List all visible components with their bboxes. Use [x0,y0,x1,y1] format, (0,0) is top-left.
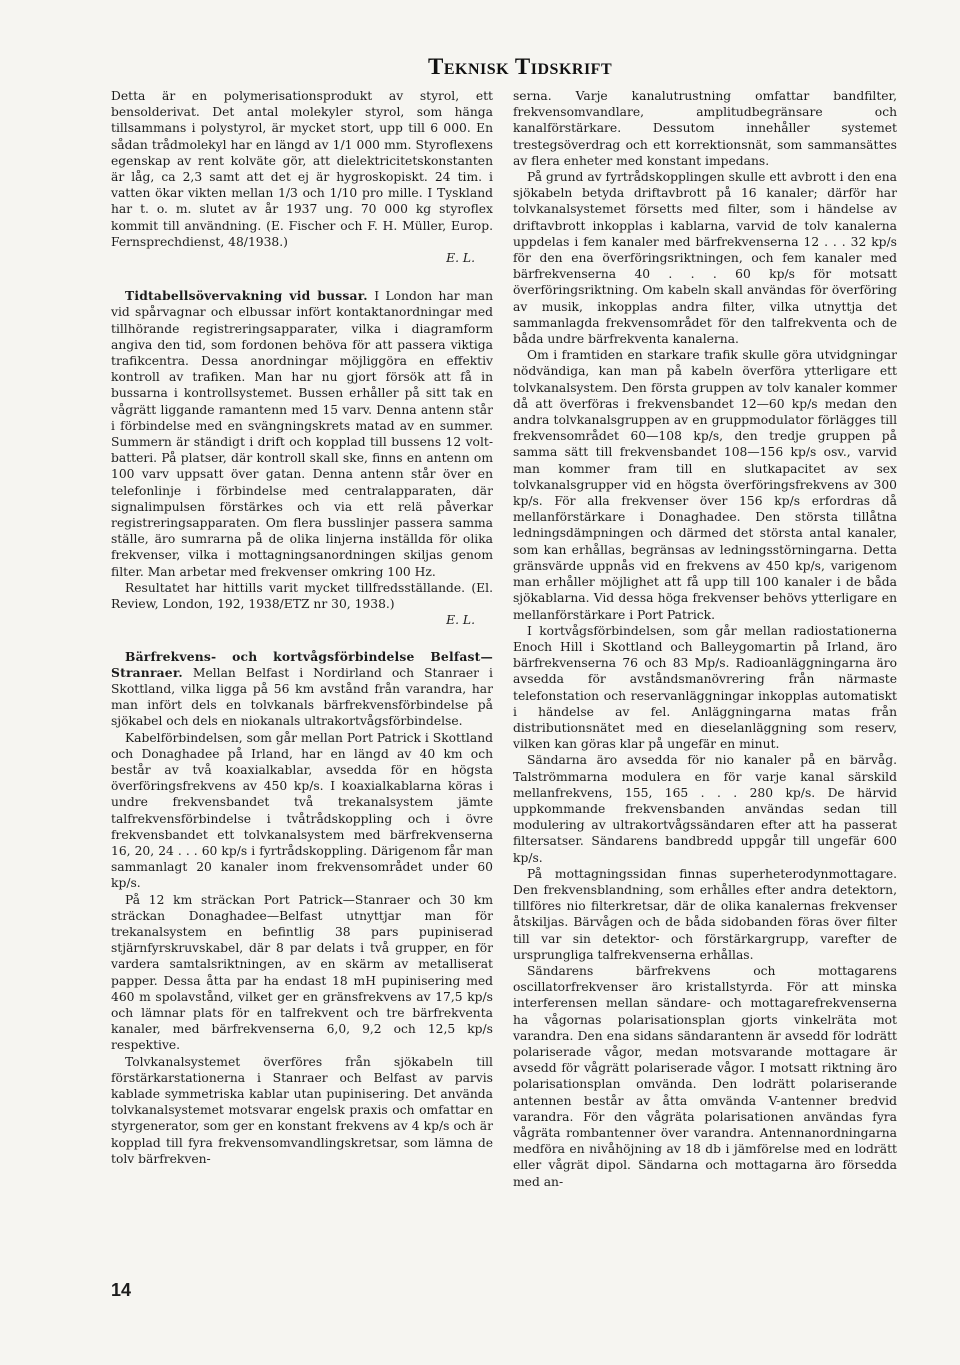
page-number: 14 [111,1280,132,1300]
right-paragraph-2: På grund av fyrtrådskopplingen skulle ett avbrott i den ena sjökabeln betyda driftavbrott på 16 kanaler; därför har tolvkanalsystemet försetts med filter, som i händelse av driftavbrott inkopplas i kablarna, varvid de tolv kanalerna uppdelas i fem kanaler med bärfrekvenserna 12 . . . 32 kp/s för den ena överföringsriktningen, och fem kanaler med bärfrekvenserna 40 . . . 60 kp/s för motsatt överföringsriktning. Om kabeln skall användas för överföring av musik, inkopplas andra filter, vilka utnyttja det sammanlagda frekvensområdet för den talfrekventa och de båda undre bärfrekventa kanalerna. [513,170,897,347]
right-paragraph-6: På mottagningssidan finnas superheterodynmottagare. Den frekvensblandning, som erhålles efter andra detektorn, tillföres nio filterkretsar, där de olika kanalernas frekvenser åtskiljas. Bärvågen och de båda sidobanden föras över filter till var sin detektor- och förstärkargrupp, varefter de ursprungliga talfrekvenserna erhållas. [513,866,897,962]
article-belfast-paragraph-4: Tolvkanalsystemet överföres från sjökabeln till förstärkarstationerna i Stanraer och Belfast av parvis kablade symmetriska kablar utan pupinisering. Det använda tolvkanalsystemet motsvarar engelsk praxis och omfattar en styrgenerator, som ger en konstant frekvens av 4 kp/s och är kopplad till fyra frekvensomvandlingskretsar, som lämna de tolv bärfrekven- [111,1054,493,1166]
right-paragraph-4: I kortvågsförbindelsen, som går mellan radiostationerna Enoch Hill i Skottland och Balleygomartin på Irland, äro bärfrekvenserna 76 och 83 Mp/s. Radioanläggningarna äro avsedda för avståndsmanövrering från närmaste telefonstation och reservanläggningar inkopplas automatiskt i händelse av fel. Anläggningarna matas från distributionsnätet med en dieselanläggning som reserv, vilken kan göras klar på ungefär en minut. [513,623,897,752]
right-paragraph-3: Om i framtiden en starkare trafik skulle göra utvidgningar nödvändiga, kan man på kabeln överföra ytterligare ett tolvkanalsystem. Den första gruppen av tolv kanaler kommer då att överföras i frekvensbandet 12—60 kp/s medan den andra tolvkanalsgruppen av en gruppmodulator förlägges till frekvensområdet 60—108 kp/s, den tredje gruppen på samma sätt till frekvensbandet 108—156 kp/s osv., varvid man kommer fram till en slutkapacitet av sex tolvkanalsgrupper vid en högsta överföringsfrekvens av 300 kp/s. För alla frekvenser över 156 kp/s erfordras då mellanförstärkare i Donaghadee. Den största tillåtna ledningsdämpningen och därmed det största antal kanaler, som kan erhållas, begränsas av ledningsstörningarna. Detta gränsvärde uppnås vid en frekvens av 450 kp/s, varigenom man erhåller möjlighet att få upp till 100 kanaler i de båda sjökablarna. Vid dessa höga frekvenser behövs ytterligare en mellanförstärkare i Port Patrick. [513,348,897,622]
article-bus-result: Resultatet har hittills varit mycket tillfredsställande. (El. Review, London, 192, 1938/ETZ nr 30, 1938.) [111,580,493,612]
article-belfast-heading: Bärfrekvens- och kortvågsförbindelse Belfast—Stranraer. [111,648,493,680]
article-belfast-paragraph-2: Kabelförbindelsen, som går mellan Port Patrick i Skottland och Donaghadee på Irland, har en längd av 40 km och består av två koaxialkablar, avsedda för en högsta överföringsfrekvens av 450 kp/s. I koaxialkablarna köras i undre frekvensbandet två trekanalsystem jämte talfrekvensförbindelse i tvåtrådskoppling och i övre frekvensbandet ett tolvkanalsystem med bärfrekvenserna 16, 20, 24 . . . 60 kp/s i fyrtrådskoppling. Därigenom får man sammanlagt 20 kanaler inom frekvensområdet under 60 kp/s. [111,730,493,891]
right-paragraph-7: Sändarens bärfrekvens och mottagarens oscillatorfrekvenser äro kristallstyrda. För att minska interferensen mellan sändare- och mottagarefrekvenserna ha vågornas polarisationsplan gjorts vinkelräta mot varandra. Den ena sidans sändarantenn är avsedd för lodrätt polariserade vågor, medan motsvarande mottagare är avsedd för vågrätt polariserade vågor. I motsatt riktning äro polarisationsplan omvända. Den lodrätt polariserande antennen består av åtta omvända V-antenner bredvid varandra. För den vågräta polarisationen användas fyra vågräta rombantenner över varandra. Antennanordningarna medföra en nivåhöjning av 18 db i jämförelse med en lodrätt eller vågrät dipol. Sändarna och mottagarna äro försedda med an- [513,963,897,1189]
right-paragraph-5: Sändarna äro avsedda för nio kanaler på en bärvåg. Talströmmarna modulera en för varje kanal särskild mellanfrekvens, 155, 165 . . . 280 kp/s. De härvid uppkommande frekvensbanden användas sedan till modulering av ultrakortvågssändaren efter att ha passerat filtersatser. Sändarens bandbredd uppgår till ungefär 600 kp/s. [513,753,897,865]
article-bus-heading: Tidtabellsövervakning vid bussar. [125,288,368,304]
right-column [513,88,897,1190]
intro-paragraph: Detta är en polymerisationsprodukt av styrol, ett bensolderivat. Det antal molekyler styrol, som hänga tillsammans i polystyrol, är mycket stort, upp till 6 000. En sådan trådmolekyl har en längd av 1/1 000 mm. Styroflexens egenskap av rent kolväte gör, att dielektricitetskonstanten är låg, ca 2,3 samt att det ej är hygroskopiskt. 24 tim. i vatten ökar vikten mellan 1/3 och 1/10 pro mille. I Tyskland har t. o. m. slutet av år 1937 ung. 70 000 kg styroflex kommit till användning. (E. Fischer och F. H. Müller, Europ. Fernsprechdienst, 48/1938.) [111,89,493,249]
right-paragraph-1: serna. Varje kanalutrustning omfattar bandfilter, frekvensomvandlare, amplitudbegränsare och kanalförstärkare. Dessutom innehåller systemet trestegsöverdrag och ett korrektionsnät, som sammansättes av flera enheter med konstant impedans. [513,89,897,168]
article-bus-signature: E. L. [446,613,475,628]
article-belfast-lead: Mellan Belfast i Nordirland och Stanraer i Skottland, vilka ligga på 56 km avstånd från varandra, har man infört dels en tolvkanals bärfrekvensförbindelse på sjökabel och dels en niokanals ultrakortvågsförbindelse. [111,665,493,729]
journal-header: Teknisk Tidskrift [428,54,613,79]
article-bus-paragraph [111,288,493,580]
intro-signature: E. L. [446,251,475,266]
article-belfast-paragraph-3: På 12 km sträckan Port Patrick—Stanraer och 30 km sträckan Donaghadee—Belfast utnyttjar man för trekanalsystem en befintlig 38 pars pupiniserad stjärnfyrskruvskabel, där 8 par delats i två grupper, en för vardera samtalsriktningen, av en skärm av metalliserat papper. Dessa åtta par ha endast 18 mH pupinisering med 460 m spolavstånd, vilket ger en gränsfrekvens av 17,5 kp/s och lämnar plats för en talfrekvent och tre bärfrekventa kanaler, med bärfrekvenserna 6,0, 9,2 och 12,5 kp/s respektive. [111,892,493,1053]
left-column [111,88,493,1167]
article-belfast-paragraph-1 [111,649,493,730]
article-bus-body: I London har man vid spårvagnar och elbussar infört kontaktanordningar med tillhörande registreringsapparater, vilka i diagramform angiva den tid, som fordonen behöva för att passera viktiga trafikcentra. Dessa anordningar möjliggöra en effektiv kontroll av trafiken. Man har nu gjort försök att få in bussarna i kontrollsystemet. Bussen erhåller på sitt tak en vågrätt liggande ramantenn med 15 varv. Denna antenn står i förbindelse med en svängningskrets matad av en summer. Summern är ständigt i drift och kopplad till bussens 12 volt-batteri. På platser, där kontroll skall ske, finns en antenn om 100 varv uppsatt över gatan. Denna antenn står över en telefonlinje i förbindelse med centralapparaten, där signalimpulsen förstärkes och via ett relä påverkar registreringsapparaten. Om flera busslinjer passera samma ställe, äro sumrarna på de olika linjerna inställda för olika frekvenser, vilka i mottagningsanordningen skiljas genom filter. Man arbetar med frekvenser omkring 100 Hz. [111,289,494,579]
